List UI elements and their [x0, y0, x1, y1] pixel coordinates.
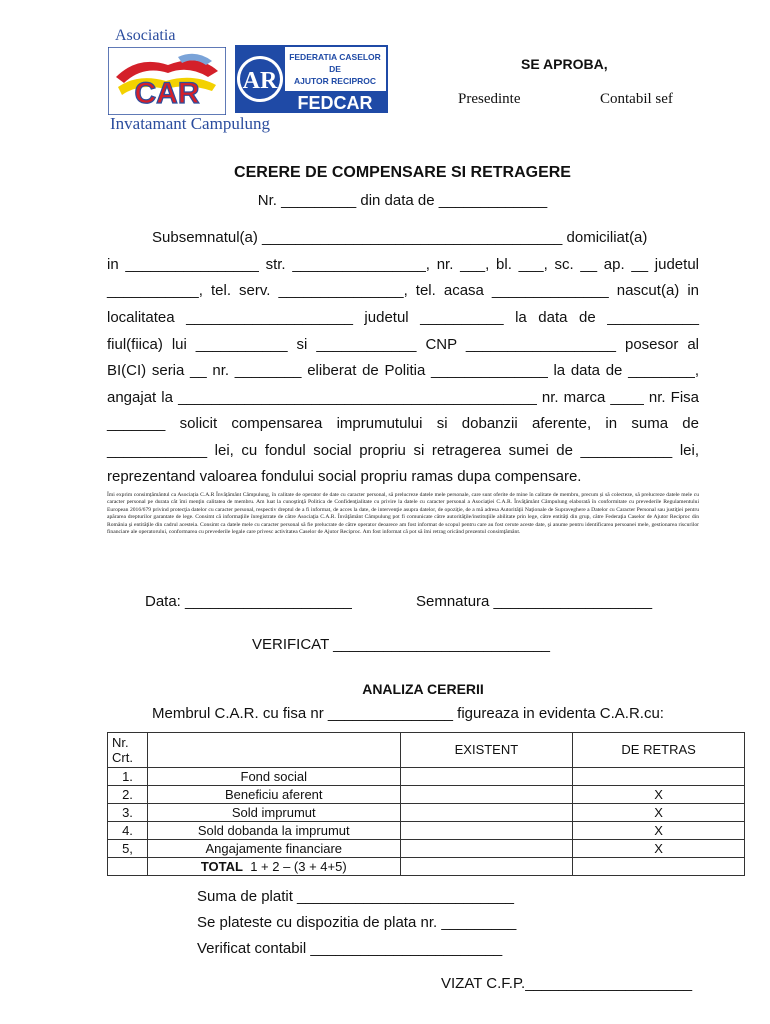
table-row: [108, 768, 745, 786]
fed-line2: DE: [329, 64, 341, 74]
row-existent: [400, 804, 573, 822]
association-name-top: Asociatia: [115, 27, 176, 44]
row-label: Beneficiu aferent: [147, 786, 400, 804]
table-row: [108, 786, 745, 804]
header-retras: DE RETRAS: [573, 733, 745, 768]
form-line-parents: fiul(fiica) lui ___________ si ____________ CNP __________________ posesor al: [107, 336, 699, 353]
form-line-amounts: ____________ lei, cu fondul social propriu si retragerea sumei de ___________ lei,: [107, 442, 699, 459]
fed-line3: AJUTOR RECIPROC: [293, 76, 377, 86]
total-cell: [147, 858, 400, 876]
analysis-title: ANALIZA CERERII: [362, 681, 484, 697]
analysis-table: [107, 732, 745, 876]
table-total-row: [108, 858, 745, 876]
form-line-phone: ___________, tel. serv. _______________, tel. acasa ______________ nascut(a) in: [107, 282, 699, 299]
row-retras: [573, 768, 745, 786]
row-nr: 4.: [108, 822, 148, 840]
table-header-row: [108, 733, 745, 768]
table-row: [108, 804, 745, 822]
signature-field: Semnatura ___________________: [416, 593, 653, 610]
accountant-check-field: Verificat contabil _______________________: [197, 940, 503, 957]
form-number-line: Nr. _________ din data de _____________: [257, 192, 548, 209]
gdpr-consent-text: Îmi exprim consimțământul ca Asociația C.A.R Învățământ Câmpulung, în calitate de operator de date cu caracter personal, să prelucreze datele mele personale, care sunt oferite de mine în calitate de membru, precum și să colecteze, să prelucreze datele mele cu caracter personal pe durata cât îmi menţin calitatea de membru. Am luat la cunoştinţă Politica de Confidenţialitate cu privire la datele cu caracter personal a Asociaţiei C.A.R. Învăţământ Câmpulung elaborată în conformitate cu prevederile Regulamentului European 2016/679 privind protecţia datelor cu caracter personal, respectiv dreptul de a fi informat, de acces la date, de intervenţie asupra datelor, de opoziţie, de a mă adresa Autorităţii Naţionale de Supraveghere a Datelor cu Caracter Personal sau justiţiei pentru apărarea drepturilor garantate de lege. Consimt că informaţiile înregistrate de către Asociaţia C.A.R. Învăţământ Câmpulung pot fi comunicate către autorităţile/instituţiile abilitate prin lege, către entităţi din grup, către Federaţia Caselor de Ajutor Reciproc din România şi entităţile din cadrul acesteia. Consimt ca datele mele cu caracter personal să fie prelucrate de către operator deoarece am fost informat de scopul pentru care au fost cerute aceste date, şi anume pentru identificarea persoanei mele, gestionarea riscurilor financiare ale operatorului, conformarea cu prevederile legale care privesc activitatea Caselor de Ajutor Reciproc. Am fost informat că pot să îmi retrag oricând prezentul consimţământ.: [107, 492, 699, 536]
table-row: [108, 840, 745, 858]
analysis-intro: Membrul C.A.R. cu fisa nr _______________ figureaza in evidenta C.A.R.cu:: [152, 705, 664, 722]
total-nr: [108, 858, 148, 876]
form-line-name: Subsemnatul(a) ____________________________________ domiciliat(a): [152, 229, 648, 246]
association-name-bottom: Invatamant Campulung: [110, 114, 271, 133]
row-label: Fond social: [147, 768, 400, 786]
fedcar-logo: [235, 45, 388, 113]
row-existent: [400, 768, 573, 786]
form-line-birthplace: localitatea ____________________ judetul __________ la data de ___________: [107, 309, 699, 326]
car-logo-text: CAR: [134, 77, 200, 110]
fedcar-name: FEDCAR: [297, 93, 373, 113]
row-existent: [400, 840, 573, 858]
row-retras: X: [573, 840, 745, 858]
header-item: [147, 733, 400, 768]
form-line-closing: reprezentand valoarea fondului social propriu ramas dupa compensare.: [107, 468, 582, 485]
row-retras: X: [573, 822, 745, 840]
row-nr: 3.: [108, 804, 148, 822]
row-existent: [400, 822, 573, 840]
total-formula: 1 + 2 – (3 + 4+5): [250, 858, 347, 874]
form-line-id: BI(CI) seria __ nr. ________ eliberat de Politia ______________ la data de ________,: [107, 362, 699, 379]
form-line-request: _______ solicit compensarea imprumutului si dobanzii aferente, in suma de: [107, 415, 699, 432]
cfp-visa-field: VIZAT C.F.P.____________________: [441, 975, 693, 992]
form-line-employer: angajat la ___________________________________________ nr. marca ____ nr. Fisa: [107, 389, 699, 406]
row-existent: [400, 786, 573, 804]
total-label: TOTAL: [200, 858, 243, 874]
row-nr: 1.: [108, 768, 148, 786]
row-label: Sold dobanda la imprumut: [147, 822, 400, 840]
row-retras: X: [573, 786, 745, 804]
date-field: Data: ____________________: [145, 593, 352, 610]
fedcar-monogram: AR: [242, 68, 278, 94]
fed-line1: FEDERATIA CASELOR: [289, 52, 381, 62]
payment-order-field: Se plateste cu dispozitia de plata nr. _________: [197, 914, 517, 931]
table-row: [108, 822, 745, 840]
header-existent: EXISTENT: [400, 733, 573, 768]
chief-accountant-label: Contabil sef: [600, 91, 673, 107]
car-logo: [108, 47, 226, 115]
form-line-address: in ________________ str. ________________, nr. ___, bl. ___, sc. __ ap. __ judetul: [107, 256, 699, 273]
form-title: CERERE DE COMPENSARE SI RETRAGERE: [234, 164, 571, 181]
approval-heading: SE APROBA,: [521, 56, 608, 72]
president-label: Presedinte: [458, 91, 521, 107]
row-label: Sold imprumut: [147, 804, 400, 822]
row-label: Angajamente financiare: [147, 840, 400, 858]
row-nr: 5,: [108, 840, 148, 858]
total-retras: [573, 858, 745, 876]
amount-to-pay-field: Suma de platit __________________________: [197, 888, 514, 905]
verified-field: VERIFICAT __________________________: [252, 636, 551, 653]
total-existent: [400, 858, 573, 876]
header-nr: Nr. Crt.: [108, 733, 148, 768]
row-retras: X: [573, 804, 745, 822]
row-nr: 2.: [108, 786, 148, 804]
